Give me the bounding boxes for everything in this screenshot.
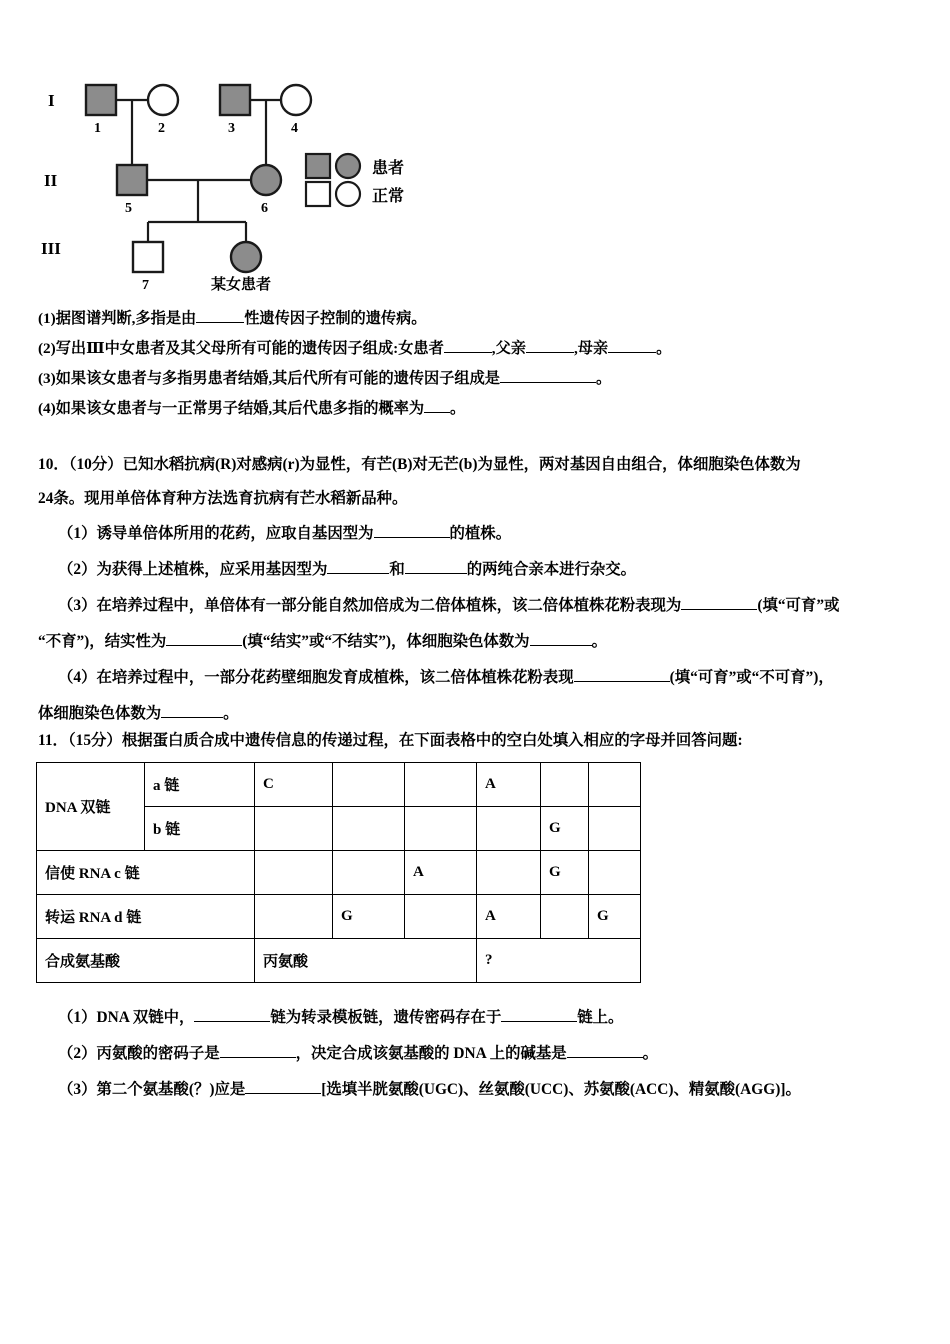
legend-normal-circle-icon: [336, 182, 360, 206]
q10-sub-2: [38, 552, 918, 588]
cell-a2[interactable]: [333, 763, 405, 807]
q10-sub-3-line-2: [38, 624, 918, 660]
genetics-table-wrapper: [36, 762, 640, 983]
q11-sub-1: [38, 1000, 918, 1036]
pedigree-individual-6: [251, 165, 281, 195]
q9-item-4-text-a: (4)如果该女患者与一正常男子结婚,其后代患多指的概率为: [38, 400, 425, 417]
cell-c5[interactable]: G: [541, 851, 589, 895]
pedigree-figure: [38, 62, 458, 292]
cell-b5[interactable]: G: [541, 807, 589, 851]
sub-label-a-chain: a 链: [145, 763, 255, 807]
q10-sub-3-text-e: 。: [591, 633, 607, 650]
row-label-dna-double-strand: DNA 双链: [37, 763, 145, 851]
q10-sub-1-text-b: 的植株。: [449, 525, 512, 542]
q9-item-2-text-a: (2)写出Ⅲ中女患者及其父母所有可能的遗传因子组成:女患者: [38, 340, 444, 357]
legend-affected-circle-icon: [336, 154, 360, 178]
q10-sub-3-text-d: (填“结实”或“不结实”)，体细胞染色体数为: [242, 633, 530, 650]
pedigree-label-3: 3: [228, 121, 235, 136]
q10-sub-4-line-1: [38, 660, 918, 696]
q10-sub-4-text-d: 。: [223, 705, 239, 722]
pedigree-individual-5: [117, 165, 147, 195]
cell-a6[interactable]: [589, 763, 641, 807]
cell-c2[interactable]: [333, 851, 405, 895]
q10-sub-2-blank-1[interactable]: [327, 573, 389, 574]
cell-c3[interactable]: A: [405, 851, 477, 895]
table-row-synthesized-amino-acid: [37, 939, 641, 983]
q11-sub-1-text-b: 链为转录模板链，遗传密码存在于: [270, 1009, 502, 1026]
pedigree-individual-7: [133, 242, 163, 272]
q9-item-3-text-b: 。: [595, 370, 612, 387]
q9-item-1-text-b: 性遗传因子控制的遗传病。: [244, 310, 427, 327]
generation-label-III: III: [41, 239, 61, 258]
cell-a3[interactable]: [405, 763, 477, 807]
row-label-transfer-rna-d-chain: 转运 RNA d 链: [37, 895, 255, 939]
cell-amino-acid-1[interactable]: 丙氨酸: [255, 939, 477, 983]
question-11-subitems: [38, 1000, 918, 1108]
q10-sub-3-blank-1[interactable]: [681, 609, 757, 610]
pedigree-label-5: 5: [125, 201, 132, 216]
cell-d2[interactable]: G: [333, 895, 405, 939]
table-row-mrna-c-chain: [37, 851, 641, 895]
question-9-subitems: [38, 304, 918, 424]
cell-d1[interactable]: [255, 895, 333, 939]
pedigree-individual-female-patient: [231, 242, 261, 272]
row-label-synthesized-amino-acid: 合成氨基酸: [37, 939, 255, 983]
pedigree-label-2: 2: [158, 121, 165, 136]
q10-sub-1-blank[interactable]: [374, 537, 450, 538]
generation-label-I: I: [48, 91, 55, 110]
q10-sub-2-text-a: （2）为获得上述植株，应采用基因型为: [58, 561, 328, 578]
q9-item-4-text-b: 。: [450, 400, 466, 417]
table-row-dna-a-chain: [37, 763, 641, 807]
q10-sub-3-blank-3[interactable]: [530, 645, 592, 646]
q10-sub-1: [38, 516, 918, 552]
cell-d4[interactable]: A: [477, 895, 541, 939]
q11-sub-1-blank-2[interactable]: [501, 1021, 577, 1022]
q10-sub-3-line-1: [38, 588, 918, 624]
q10-stem-text-1: 已知水稻抗病(R)对感病(r)为显性，有芒(B)对无芒(b)为显性，两对基因自由组合，体细胞染色体数为: [122, 456, 801, 473]
q10-sub-4-text-c: 体细胞染色体数为: [38, 705, 162, 722]
q11-sub-2-text-b: ，决定合成该氨基酸的 DNA 上的碱基是: [295, 1045, 567, 1062]
cell-d6[interactable]: G: [589, 895, 641, 939]
q9-item-2-text-c: ,母亲: [573, 340, 609, 357]
q9-item-2-blank-father[interactable]: [526, 352, 574, 353]
q11-sub-2-blank-2[interactable]: [567, 1057, 643, 1058]
q10-sub-3-text-a: （3）在培养过程中，单倍体有一部分能自然加倍成为二倍体植株，该二倍体植株花粉表现为: [58, 597, 682, 614]
q11-sub-2: [38, 1036, 918, 1072]
q11-sub-2-text-c: 。: [642, 1045, 659, 1062]
q10-sub-2-text-b: 和: [389, 561, 405, 578]
cell-a4[interactable]: A: [477, 763, 541, 807]
q9-item-3-text-a: (3)如果该女患者与多指男患者结婚,其后代所有可能的遗传因子组成是: [38, 370, 500, 387]
pedigree-label-4: 4: [291, 121, 298, 136]
cell-b3[interactable]: [405, 807, 477, 851]
q9-item-1-text-a: (1)据图谱判断,多指是由: [38, 310, 197, 327]
q10-points: （10分）: [68, 456, 123, 473]
q9-item-1: [38, 304, 918, 334]
cell-b4[interactable]: [477, 807, 541, 851]
q10-sub-4-text-b: (填“可育”或“不可育”)，: [669, 669, 834, 686]
pedigree-svg: [38, 62, 458, 292]
q11-sub-3: [38, 1072, 918, 1108]
cell-b2[interactable]: [333, 807, 405, 851]
row-label-messenger-rna-c-chain: 信使 RNA c 链: [37, 851, 255, 895]
cell-amino-acid-2[interactable]: ?: [477, 939, 641, 983]
q10-sub-2-text-c: 的两纯合亲本进行杂交。: [466, 561, 637, 578]
pedigree-label-female-patient: 某女患者: [211, 276, 272, 292]
q9-item-4-blank[interactable]: [424, 412, 450, 413]
q11-stem-text: 根据蛋白质合成中遗传信息的传递过程，在下面表格中的空白处填入相应的字母并回答问题:: [121, 732, 743, 749]
legend-normal-label: 正常: [372, 188, 405, 205]
pedigree-individual-2: [148, 85, 178, 115]
q10-sub-3-text-c: “不育”)，结实性为: [38, 633, 167, 650]
q11-sub-1-text-a: （1）DNA 双链中，: [58, 1009, 195, 1026]
cell-c1[interactable]: [255, 851, 333, 895]
q9-item-2: [38, 334, 918, 364]
q10-sub-1-text-a: （1）诱导单倍体所用的花药，应取自基因型为: [58, 525, 374, 542]
cell-c4[interactable]: [477, 851, 541, 895]
cell-b6[interactable]: [589, 807, 641, 851]
pedigree-label-6: 6: [261, 201, 268, 216]
sub-label-b-chain: b 链: [145, 807, 255, 851]
q10-stem-line-2: [38, 482, 918, 516]
pedigree-individual-3: [220, 85, 250, 115]
q10-sub-4-text-a: （4）在培养过程中，一部分花药壁细胞发育成植株，该二倍体植株花粉表现: [58, 669, 574, 686]
question-10: [38, 448, 918, 732]
pedigree-label-7: 7: [142, 278, 149, 292]
cell-b1[interactable]: [255, 807, 333, 851]
q9-item-2-blank-mother[interactable]: [608, 352, 656, 353]
generation-label-II: II: [44, 171, 58, 190]
q11-sub-3-text-b: [选填半胱氨酸(UGC)、丝氨酸(UCC)、苏氨酸(ACC)、精氨酸(AGG)]。: [321, 1081, 801, 1098]
cell-a5[interactable]: [541, 763, 589, 807]
q9-item-4: [38, 394, 918, 424]
q9-item-3: [38, 364, 918, 394]
pedigree-individual-4: [281, 85, 311, 115]
q9-item-2-text-d: 。: [656, 340, 672, 357]
cell-d5[interactable]: [541, 895, 589, 939]
q11-sub-3-text-a: （3）第二个氨基酸(？)应是: [58, 1081, 246, 1098]
q11-sub-2-blank-1[interactable]: [220, 1057, 296, 1058]
q10-stem-text-2: 24条。现用单倍体育种方法选育抗病有芒水稻新品种。: [38, 490, 408, 507]
legend-affected-square-icon: [306, 154, 330, 178]
legend-normal-square-icon: [306, 182, 330, 206]
q11-stem-line: [38, 724, 918, 758]
q11-number: 11．: [38, 732, 68, 749]
q10-sub-3-text-b: (填“可育”或: [757, 597, 840, 614]
q11-sub-1-text-c: 链上。: [577, 1009, 624, 1026]
question-11-stem: [38, 724, 918, 758]
q10-sub-3-blank-2[interactable]: [166, 645, 242, 646]
q9-item-3-blank[interactable]: [500, 382, 596, 383]
q11-sub-3-blank[interactable]: [245, 1093, 321, 1094]
pedigree-label-1: 1: [94, 121, 101, 136]
q9-item-2-text-b: ,父亲: [491, 340, 526, 357]
q9-item-2-blank-daughter[interactable]: [444, 352, 492, 353]
q11-sub-2-text-a: （2）丙氨酸的密码子是: [58, 1045, 220, 1062]
q10-stem-line-1: [38, 448, 918, 482]
pedigree-individual-1: [86, 85, 116, 115]
q10-sub-4-blank-2[interactable]: [161, 717, 223, 718]
cell-c6[interactable]: [589, 851, 641, 895]
q9-item-1-blank[interactable]: [196, 322, 244, 323]
table-row-trna-d-chain: [37, 895, 641, 939]
cell-d3[interactable]: [405, 895, 477, 939]
legend-affected-label: 患者: [372, 160, 405, 177]
q11-points: （15分）: [67, 732, 122, 749]
genetics-table: [36, 762, 641, 983]
q10-sub-2-blank-2[interactable]: [405, 573, 467, 574]
q10-number: 10．: [38, 456, 69, 473]
q11-sub-1-blank-1[interactable]: [194, 1021, 270, 1022]
q10-sub-4-blank-1[interactable]: [574, 681, 670, 682]
cell-a1[interactable]: C: [255, 763, 333, 807]
